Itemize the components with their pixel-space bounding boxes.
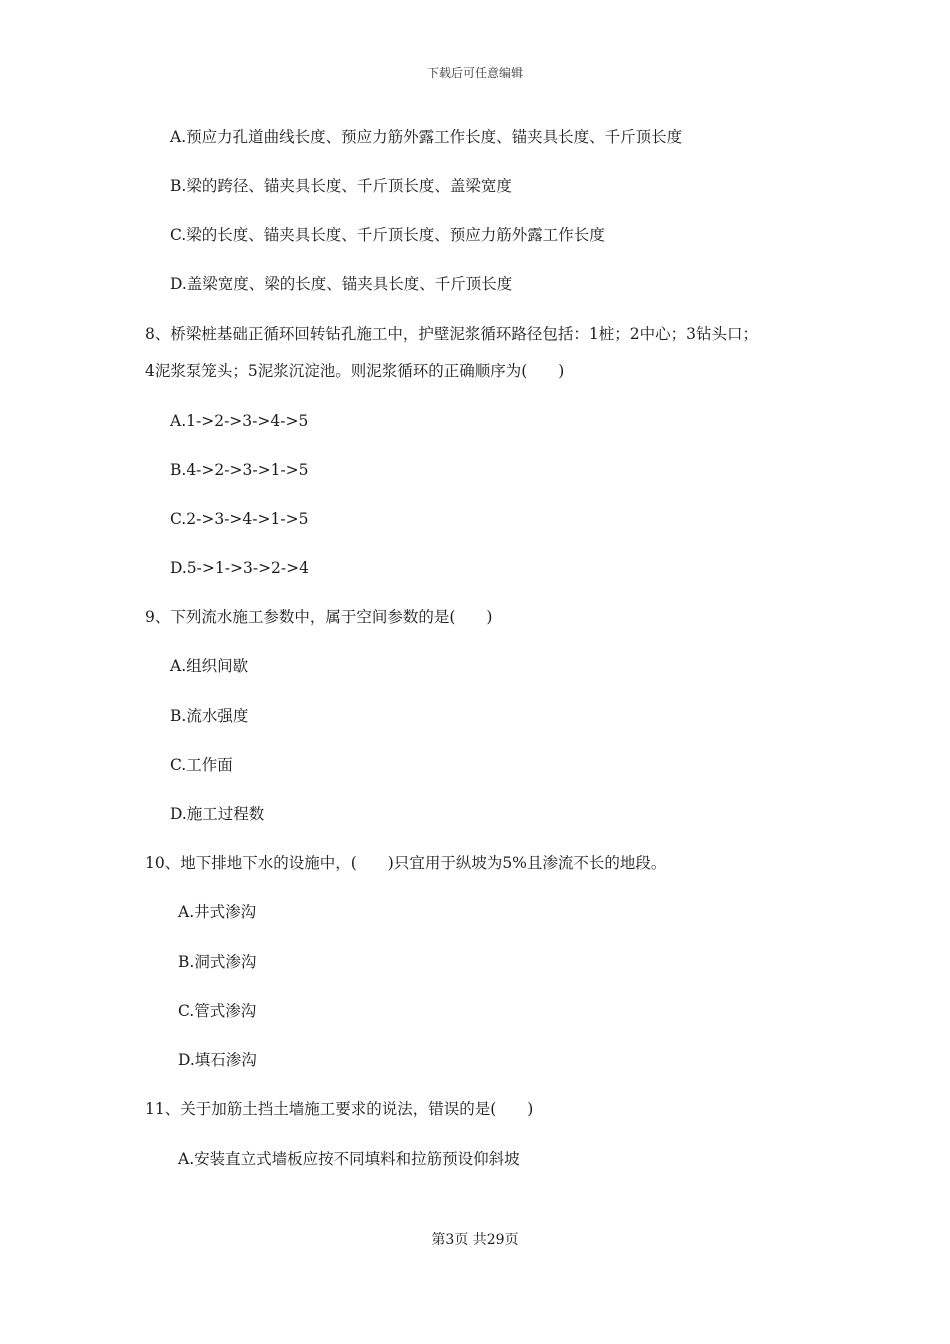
q7-option-c: C.梁的长度、锚夹具长度、千斤顶长度、预应力筋外露工作长度 bbox=[170, 226, 605, 244]
q9-question: 9、下列流水施工参数中，属于空间参数的是( ) bbox=[145, 608, 493, 626]
q8-question-line2: 4泥浆泵笼头；5泥浆沉淀池。则泥浆循环的正确顺序为( ) bbox=[145, 362, 565, 380]
q9-option-b: B.流水强度 bbox=[170, 707, 249, 725]
q9-option-a: A.组织间歇 bbox=[170, 657, 249, 675]
q10-option-c: C.管式渗沟 bbox=[178, 1002, 257, 1020]
q8-option-c: C.2->3->4->1->5 bbox=[170, 510, 309, 528]
q9-option-c: C.工作面 bbox=[170, 756, 233, 774]
q8-option-d: D.5->1->3->2->4 bbox=[170, 559, 310, 577]
q9-option-d: D.施工过程数 bbox=[170, 805, 265, 823]
q8-option-a: A.1->2->3->4->5 bbox=[170, 412, 309, 430]
q7-option-b: B.梁的跨径、锚夹具长度、千斤顶长度、盖梁宽度 bbox=[170, 177, 512, 195]
q10-option-a: A.井式渗沟 bbox=[178, 903, 257, 921]
page-footer: 第3页 共29页 bbox=[431, 1232, 519, 1248]
q10-option-b: B.洞式渗沟 bbox=[178, 953, 257, 971]
q8-question-line1: 8、桥梁桩基础正循环回转钻孔施工中，护壁泥浆循环路径包括：1桩；2中心；3钻头口； bbox=[145, 325, 758, 343]
q10-option-d: D.填石渗沟 bbox=[178, 1051, 257, 1069]
q8-option-b: B.4->2->3->1->5 bbox=[170, 461, 309, 479]
q7-option-a: A.预应力孔道曲线长度、预应力筋外露工作长度、锚夹具长度、千斤顶长度 bbox=[170, 128, 683, 146]
q10-question: 10、地下排地下水的设施中，( )只宜用于纵坡为5%且渗流不长的地段。 bbox=[145, 854, 667, 872]
q11-question: 11、关于加筋土挡土墙施工要求的说法，错误的是( ) bbox=[145, 1100, 534, 1118]
page-header: 下载后可任意编辑 bbox=[426, 66, 523, 80]
q7-option-d: D.盖梁宽度、梁的长度、锚夹具长度、千斤顶长度 bbox=[170, 275, 513, 293]
q11-option-a: A.安装直立式墙板应按不同填料和拉筋预设仰斜坡 bbox=[178, 1150, 520, 1168]
